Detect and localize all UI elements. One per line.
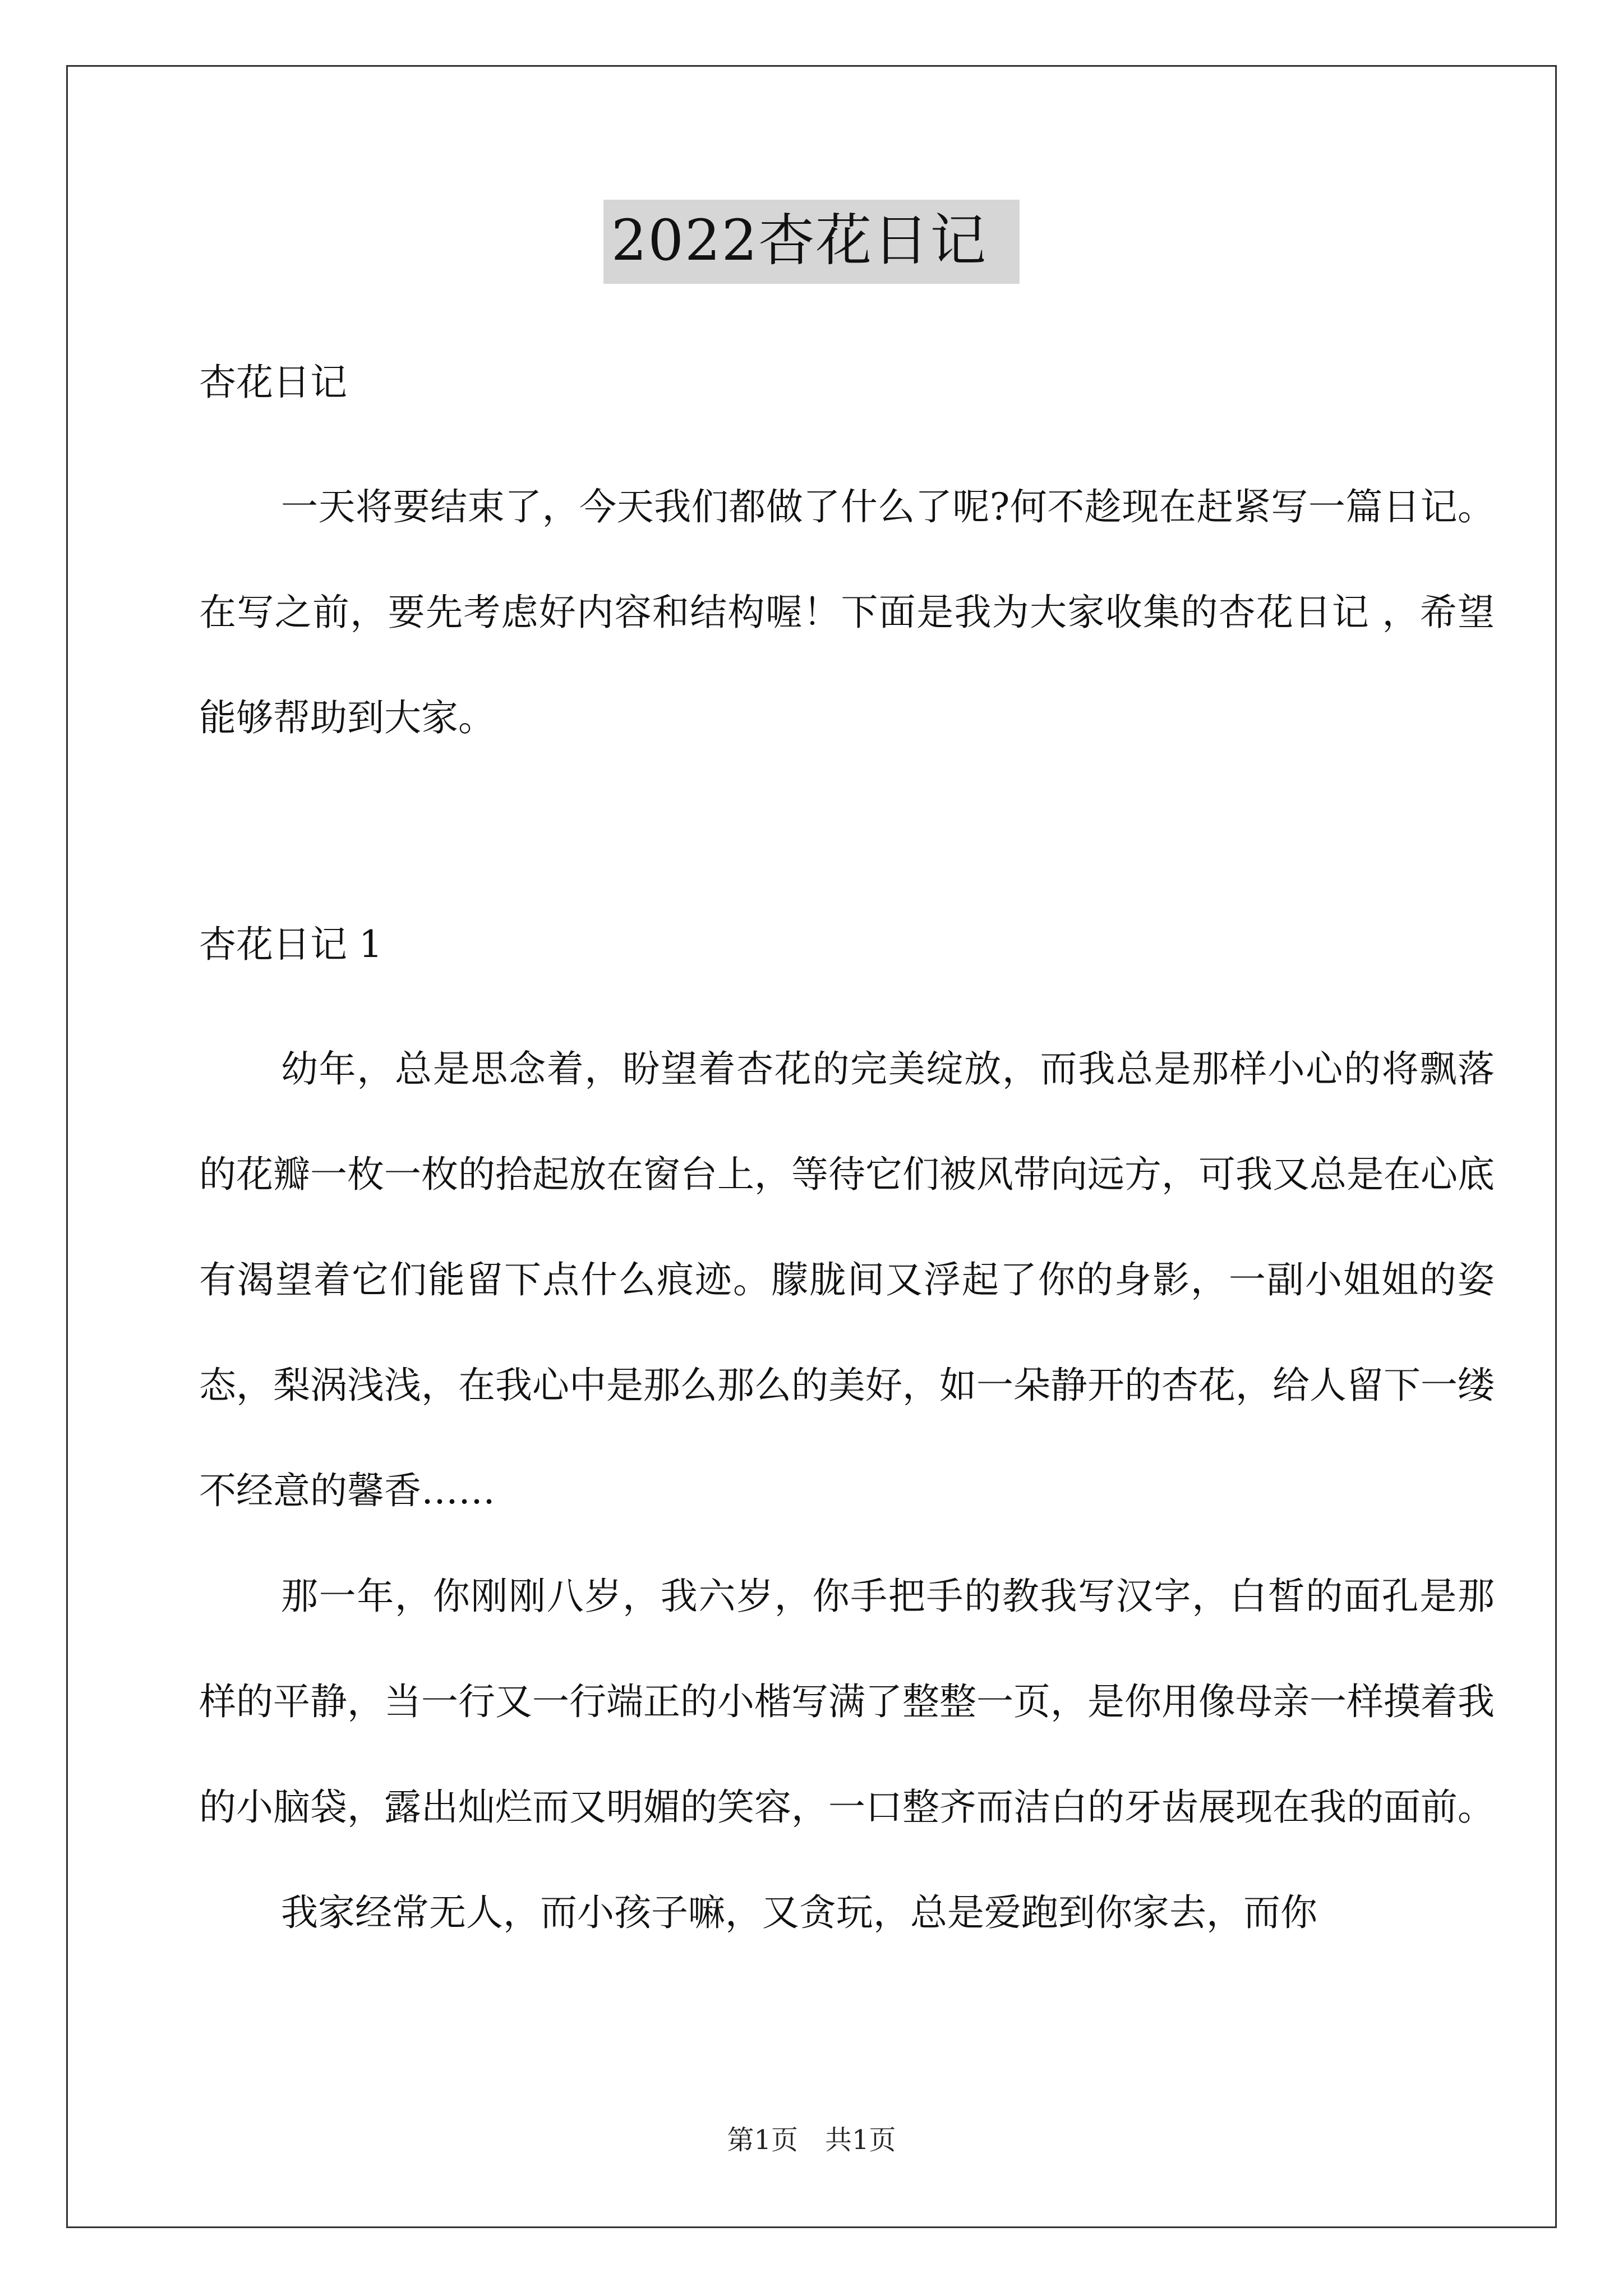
page-footer: 第1页 共1页 <box>727 2124 896 2156</box>
document-title: 2022杏花日记 <box>603 200 1020 284</box>
document-body <box>199 349 1495 1966</box>
intro-heading: 杏花日记 <box>199 361 347 404</box>
body-paragraph-2: 那一年，你刚刚八岁，我六岁，你手把手的教我写汉字，白皙的面孔是那样的平静，当一行又一行端正的小楷写满了整整一页，是你用像母亲一样摸着我的小脑袋，露出灿烂而又明媚的笑容，一口整齐而洁白的牙齿展现在我的面前。 <box>199 1575 1495 1829</box>
title-container <box>0 200 1623 284</box>
intro-paragraph: 一天将要结束了，今天我们都做了什么了呢?何不趁现在赶紧写一篇日记。在写之前，要先考虑好内容和结构喔！下面是我为大家收集的杏花日记 ，希望能够帮助到大家。 <box>199 485 1495 739</box>
body-paragraph-3: 我家经常无人，而小孩子嘛，又贪玩，总是爱跑到你家去，而你 <box>281 1891 1317 1934</box>
body-paragraph-1: 幼年，总是思念着，盼望着杏花的完美绽放，而我总是那样小心的将飘落的花瓣一枚一枚的拾起放在窗台上，等待它们被风带向远方，可我又总是在心底有渴望着它们能留下点什么痕迹。朦胧间又浮起了你的身影，一副小姐姐的姿态，梨涡浅浅，在我心中是那么那么的美好，如一朵静开的杏花，给人留下一缕不经意的馨香…… <box>199 1047 1495 1512</box>
section-heading: 杏花日记 1 <box>199 923 382 966</box>
